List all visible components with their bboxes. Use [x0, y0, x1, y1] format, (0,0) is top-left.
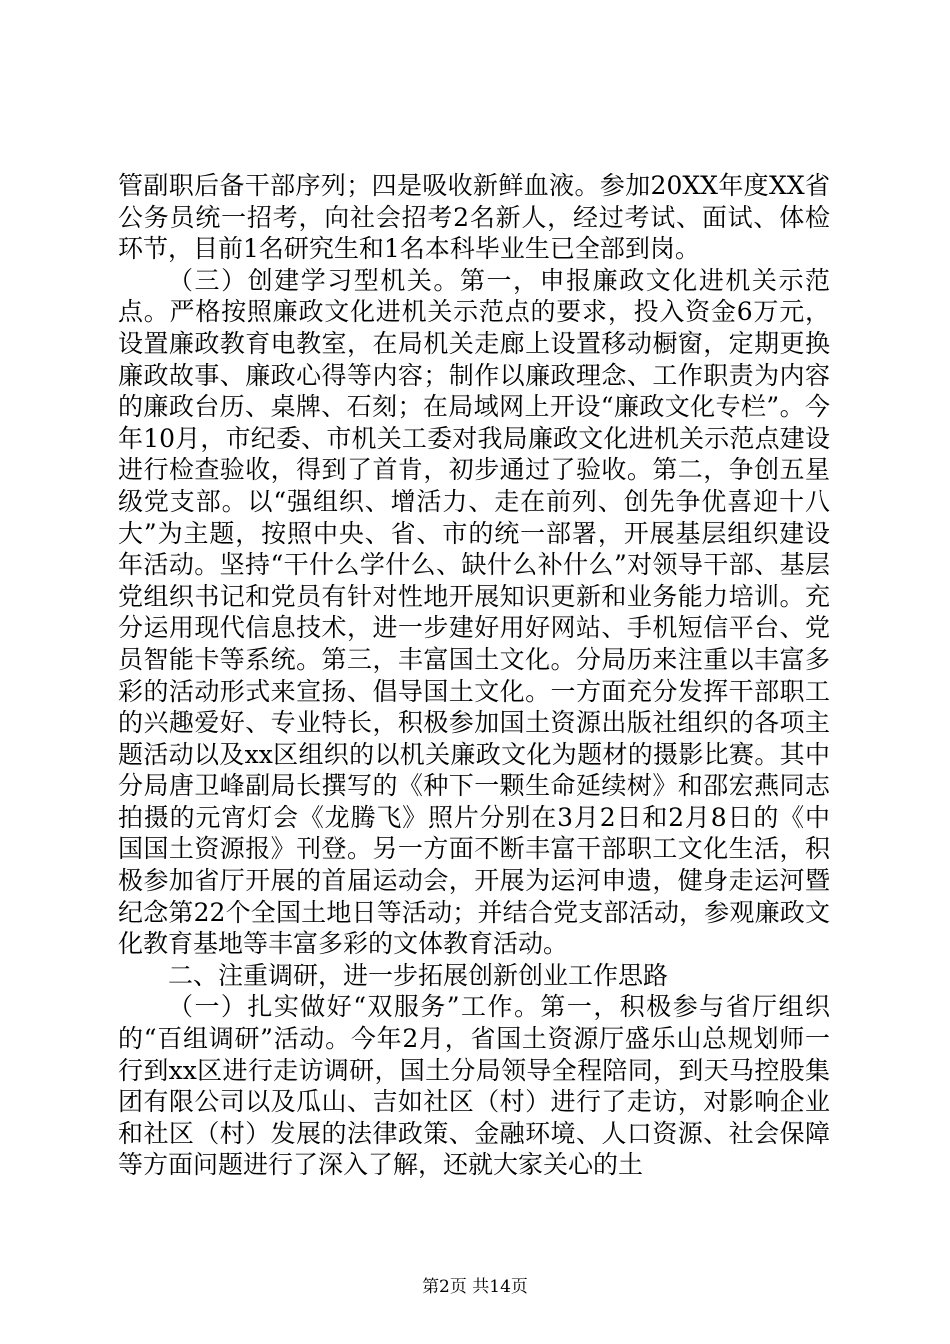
document-body [118, 170, 830, 1181]
paragraph-continuation: 管副职后备干部序列；四是吸收新鲜血液。参加20XX年度XX省公务员统一招考，向社会招考2名新人，经过考试、面试、体检环节，目前1名研究生和1名本科毕业生已全部到岗。 [118, 171, 830, 264]
paragraph-dual-service: （一）扎实做好“双服务”工作。第一，积极参与省厅组织的“百组调研”活动。今年2月，省国土资源厅盛乐山总规划师一行到xx区进行走访调研，国土分局领导全程陪同，到天马控股集团有限公司以及瓜山、吉如社区（村）进行了走访，对影响企业和社区（村）发展的法律政策、金融环境、人口资源、社会保障等方面问题进行了深入了解，还就大家关心的土 [118, 992, 830, 1180]
page-number-footer: 第2页 共14页 [422, 1277, 528, 1297]
paragraph-learning-organization: （三）创建学习型机关。第一，申报廉政文化进机关示范点。严格按照廉政文化进机关示范点的要求，投入资金6万元，设置廉政教育电教室，在局机关走廊上设置移动橱窗，定期更换廉政故事、廉政心得等内容；制作以廉政理念、工作职责为内容的廉政台历、桌牌、石刻；在局域网上开设“廉政文化专栏”。今年10月，市纪委、市机关工委对我局廉政文化进机关示范点建设进行检查验收，得到了首肯，初步通过了验收。第二，争创五星级党支部。以“强组织、增活力、走在前列、创先争优喜迎十八大”为主题，按照中央、省、市的统一部署，开展基层组织建设年活动。坚持“干什么学什么、缺什么补什么”对领导干部、基层党组织书记和党员有针对性地开展知识更新和业务能力培训。充分运用现代信息技术，进一步建好用好网站、手机短信平台、党员智能卡等系统。第三，丰富国土文化。分局历来注重以丰富多彩的活动形式来宣扬、倡导国土文化。一方面充分发挥干部职工的兴趣爱好、专业特长，积极参加国土资源出版社组织的各项主题活动以及xx区组织的以机关廉政文化为题材的摄影比赛。其中分局唐卫峰副局长撰写的《种下一颗生命延续树》和邵宏燕同志拍摄的元宵灯会《龙腾飞》照片分别在3月2日和2月8日的《中国国土资源报》刊登。另一方面不断丰富干部职工文化生活，积极参加省厅开展的首届运动会，开展为运河申遗，健身走运河暨纪念第22个全国土地日等活动；并结合党支部活动，参观廉政文化教育基地等丰富多彩的文体教育活动。 [118, 265, 830, 959]
section-heading: 二、注重调研，进一步拓展创新创业工作思路 [168, 960, 669, 990]
